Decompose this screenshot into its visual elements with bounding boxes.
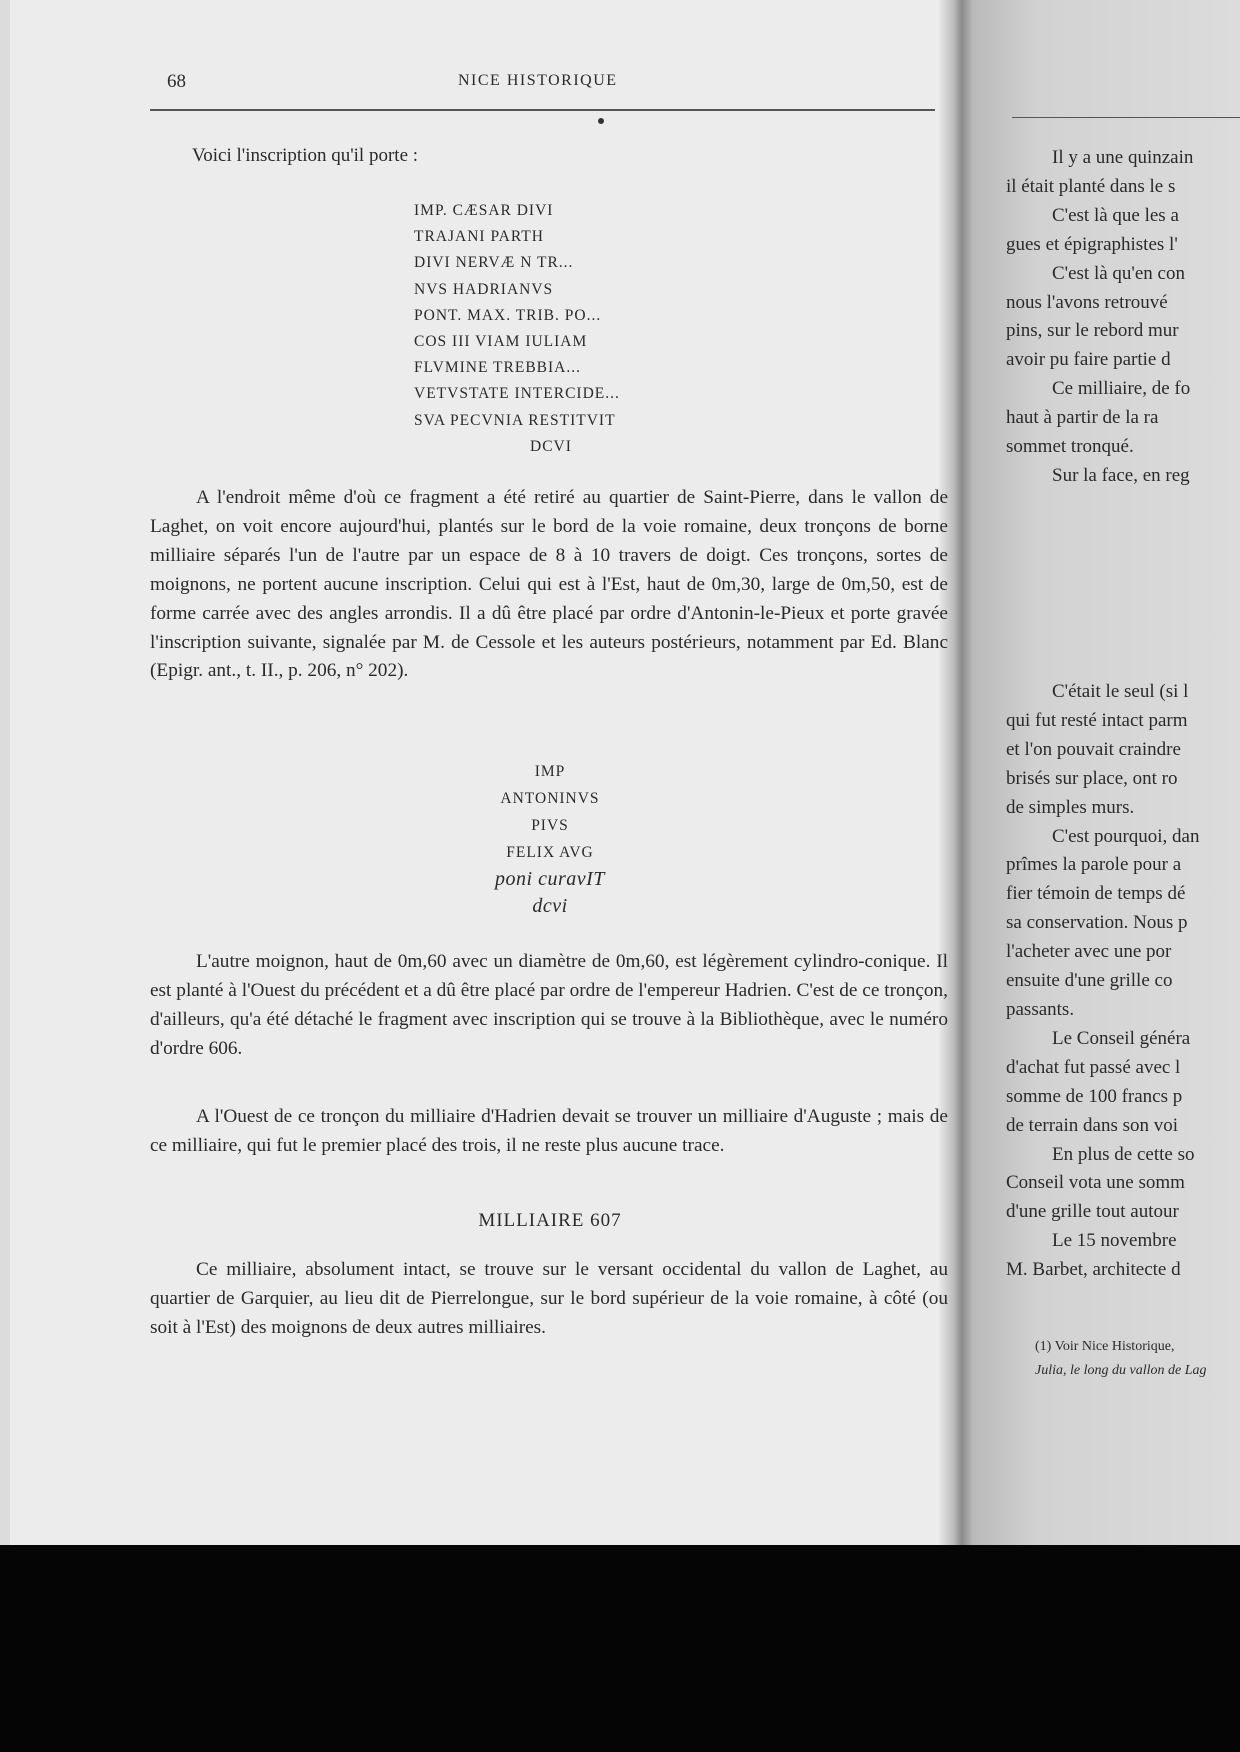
right-line: Sur la face, en reg (1052, 464, 1190, 486)
right-page-text-block (1006, 678, 1240, 1285)
paragraph (150, 1103, 948, 1161)
right-line: brisés sur place, ont ro (1006, 767, 1178, 789)
right-line: fier témoin de temps dé (1006, 883, 1186, 905)
paragraph-text: Ce milliaire, absolument intact, se trouve sur le versant occidental du vallon de Laghet, au quartier de Garquier, au lieu dit de Pierrelongue, sur le bord supérieur de la voie romaine, à côté (ou soit à l'Est) des moignons de deux autres milliaires. (150, 1259, 948, 1338)
right-line: pins, sur le rebord mur (1006, 320, 1179, 342)
right-line: qui fut resté intact parm (1006, 709, 1188, 731)
right-line: Le Conseil généra (1052, 1027, 1191, 1049)
right-line: gues et épigraphistes l' (1006, 233, 1178, 255)
right-line: sommet tronqué. (1006, 436, 1134, 458)
paragraph (150, 1256, 948, 1343)
right-line: ensuite d'une grille co (1006, 970, 1173, 992)
right-line: M. Barbet, architecte d (1006, 1259, 1181, 1281)
right-line: de simples murs. (1006, 796, 1135, 818)
right-line: il était planté dans le s (1006, 175, 1176, 197)
right-line: C'est là que les a (1052, 204, 1179, 226)
inscription-line: PIVS (531, 817, 569, 834)
inscription-antonin (300, 758, 800, 920)
footnote-line: Julia, le long du vallon de Lag (1035, 1363, 1207, 1378)
footnote-line: (1) Voir Nice Historique, (1035, 1339, 1175, 1354)
right-line: d'une grille tout autour (1006, 1201, 1179, 1223)
inscription-line: IMP. CÆSAR DIVI (414, 202, 554, 219)
right-line: Il y a une quinzain (1052, 147, 1194, 168)
paragraph-text: L'autre moignon, haut de 0m,60 avec un diamètre de 0m,60, est légèrement cylindro-conique. Il est planté à l'Ouest du précédent et a dû être placé par ordre de l'empereur Hadrien. C'est de ce tronçon, d'ailleurs, qu'a été détaché le fragment avec inscription qui se trouve à la Bibliothèque, avec le numéro d'ordre 606. (150, 951, 948, 1059)
right-line: et l'on pouvait craindre (1006, 738, 1181, 760)
section-heading: MILLIAIRE 607 (478, 1210, 622, 1231)
right-line: Ce milliaire, de fo (1052, 378, 1191, 400)
paragraph-text: A l'endroit même d'où ce fragment a été retiré au quartier de Saint-Pierre, dans le vallon de Laghet, on voit encore aujourd'hui, plantés sur le bord de la voie romaine, deux tronçons de borne milliaire séparés l'un de l'autre par un espace de 8 à 10 travers de doigt. Ces tronçons, sortes de moignons, ne portent aucune inscription. Celui qui est à l'Est, haut de 0m,30, large de 0m,50, est de forme carrée avec des angles arrondis. Il a dû être placé par ordre d'Antonin-le-Pieux et porte gravée l'inscription suivante, signalée par M. de Cessole et les auteurs postérieurs, notamment par Ed. Blanc (Epigr. ant., t. II., p. 206, n° 202). (150, 487, 948, 682)
page-number: 68 (167, 71, 186, 92)
scan-left-edge (0, 0, 10, 1545)
right-line: passants. (1006, 998, 1075, 1020)
inscription-line: IMP (534, 763, 566, 780)
paragraph (150, 948, 948, 1064)
right-line: nous l'avons retrouvé (1006, 291, 1168, 313)
right-line: l'acheter avec une por (1006, 941, 1172, 963)
intro-line: Voici l'inscription qu'il porte : (192, 145, 419, 166)
inscription-line: FLVMINE TREBBIA... (414, 359, 581, 377)
inscription-line: SVA PECVNIA RESTITVIT (414, 411, 616, 429)
right-page-rule (1012, 117, 1240, 118)
right-page-text-block (1006, 144, 1240, 491)
right-line: haut à partir de la ra (1006, 407, 1159, 429)
paragraph (150, 484, 948, 686)
ornament-dot (598, 118, 604, 124)
right-line: C'était le seul (si l (1052, 681, 1189, 702)
inscription-line: VETVSTATE INTERCIDE... (414, 385, 620, 403)
right-line: de terrain dans son voi (1006, 1114, 1179, 1136)
right-line: somme de 100 francs p (1006, 1085, 1183, 1107)
inscription-italic-line: poni curavIT (495, 868, 605, 890)
right-line: Le 15 novembre (1052, 1230, 1177, 1252)
inscription-line: TRAJANI PARTH (414, 228, 544, 246)
inscription-italic-line: dcvi (532, 895, 568, 917)
inscription-line: COS III VIAM IULIAM (414, 332, 588, 350)
right-page-footnote (1035, 1335, 1206, 1383)
right-line: Conseil vota une somm (1006, 1172, 1185, 1194)
header-rule (150, 109, 935, 111)
right-line: C'est là qu'en con (1052, 262, 1185, 284)
inscription-line: DCVI (530, 437, 572, 455)
page-header (0, 68, 955, 98)
inscription-line: NVS HADRIANVS (414, 280, 554, 298)
inscription-line: DIVI NERVÆ N TR... (414, 254, 574, 272)
right-line: prîmes la parole pour a (1006, 854, 1182, 876)
paragraph-text: A l'Ouest de ce tronçon du milliaire d'Hadrien devait se trouver un milliaire d'Auguste ; mais de ce milliaire, qui fut le premier placé des trois, il ne reste plus aucune trace. (150, 1106, 948, 1156)
inscription-line: FELIX AVG (506, 844, 594, 861)
inscription-line: ANTONINVS (500, 790, 600, 807)
scan-bottom-border (0, 1545, 1240, 1752)
running-title: NICE HISTORIQUE (458, 72, 618, 89)
right-line: d'achat fut passé avec l (1006, 1056, 1181, 1078)
right-line: sa conservation. Nous p (1006, 912, 1188, 934)
inscription-line: PONT. MAX. TRIB. PO... (414, 306, 602, 324)
right-line: avoir pu faire partie d (1006, 349, 1171, 371)
right-line: C'est pourquoi, dan (1052, 825, 1200, 847)
inscription-hadrian (414, 198, 620, 460)
right-line: En plus de cette so (1052, 1143, 1195, 1165)
